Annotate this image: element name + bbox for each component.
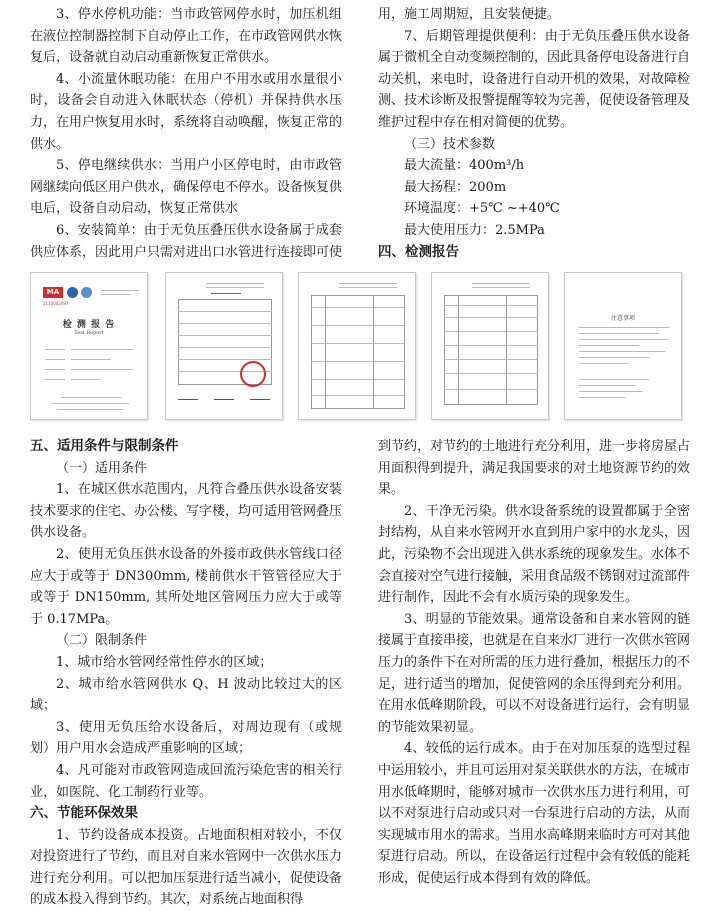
paragraph-power-outage: 5、停电继续供水：当用户小区停电时，由市政管网继续向低区用户供水，确保停电不停水。设备恢复供电后，设备自动启动，恢复正常供水 bbox=[30, 158, 343, 217]
paragraph-maintenance: 7、后期管理提供便利：由于无负压叠压供水设备属于微机全自动变频控制的，因此具备停电设备进行自动关机，来电时，设备进行自动开机的效果，对故障检测、技术诊断及报警提醒等较为完善，促使设备管理及维护过程中存在相对简便的优势。 bbox=[378, 28, 691, 130]
ilac-badge-icon bbox=[81, 287, 92, 298]
limit-conditions-title: （二）限制条件 bbox=[56, 633, 148, 649]
cma-number: 2110002097 bbox=[43, 301, 69, 306]
paragraph-sleep-function: 4、小流量休眠功能：在用户不用水或用水量很小时，设备会自动进入休眠状态（停机）并保持供水压力，在用户恢复用水时，系统将自动唤醒，恢复正常的供水。 bbox=[30, 71, 343, 152]
cma-logo-icon: MA bbox=[43, 287, 63, 298]
report-cover-subtitle: Test Report bbox=[74, 330, 104, 336]
section-eco-title: 六、节能环保效果 bbox=[30, 805, 138, 822]
top-left-column bbox=[30, 4, 342, 263]
section-conditions-title: 五、适用条件与限制条件 bbox=[30, 438, 179, 454]
apply-conditions-title: （一）适用条件 bbox=[56, 460, 148, 476]
limit-item-4: 4、凡可能对市政管网造成回流污染危害的相关行业，如医院、化工制药行业等。 bbox=[30, 762, 342, 800]
eco-item-4: 4、较低的运行成本。由于在对加压泵的选型过程中运用较小，并且可运用对泵关联供水的方法，在城市用水低峰期时，能够对城市一次供水压力进行利用，可以不对泵进行启动或只对一台泵进行启动的方法，从而实现城市用水的需求。当用水高峰期来临时方可对其他泵进行启动。所以，在设备运行过程中会有较低的能耗形成，促使运行成本得到有效的降低。 bbox=[378, 741, 691, 886]
param-max-pressure: 最大使用压力：2.5MPa bbox=[404, 222, 545, 238]
param-max-flow: 最大流量：400m³/h bbox=[404, 158, 525, 174]
paragraph-continuation: 用，施工周期短，且安装便捷。 bbox=[378, 7, 561, 22]
eco-item-3: 3、明显的节能效果。通常设备和自来水管网的链接属于直接串接，也就是在自来水厂进行一次供水管网压力的条件下在对所需的压力进行叠加，根据压力的不足，进行适当的增加，促使管网的余压得到充分利用。在用水低峰期阶段，可以不对设备进行运行，会有明显的节能效果初显。 bbox=[378, 611, 691, 735]
section-test-report-title: 四、检测报告 bbox=[378, 243, 459, 260]
limit-item-3: 3、使用无负压给水设备后，对周边现有（或规划）用户用水会造成严重影响的区域； bbox=[30, 719, 342, 757]
cnas-badge-icon bbox=[67, 287, 78, 298]
limit-item-2: 2、城市给水管网供水 Q、H 波动比较过大的区域； bbox=[30, 676, 342, 714]
paragraph-stop-function: 3、停水停机功能：当市政管网停水时，加压机组在液位控制器控制下自动停止工作，在市政管网供水恢复后，设备就自动启动重新恢复正常供水。 bbox=[30, 7, 343, 66]
param-max-head: 最大扬程：200m bbox=[404, 179, 507, 195]
paragraph-easy-install: 6、安装简单：由于无负压叠压供水设备属于成套供应体系，因此用户只需对进出口水管进行连接即可使 bbox=[30, 222, 343, 260]
param-ambient-temp: 环境温度：+5℃ ~+40℃ bbox=[404, 201, 560, 217]
report-notice-thumbnail bbox=[564, 272, 682, 420]
limit-item-1: 1、城市给水管网经常性停水的区域； bbox=[56, 654, 273, 670]
eco-item-2: 2、干净无污染。供水设备系统的设置都属于全密封结构，从自来水管网开水直到用户家中的水龙头，因此，污染物不会出现进入供水系统的现象发生。水体不会直接对空气进行接触，采用食品级不锈钢对过流部件进行制作，因此不会有水质污染的现象发生。 bbox=[378, 503, 691, 606]
report-page-3-thumbnail bbox=[298, 272, 416, 420]
bottom-left-column bbox=[30, 436, 342, 911]
top-right-column bbox=[378, 4, 690, 263]
red-seal-icon bbox=[240, 361, 266, 387]
report-cover-thumbnail bbox=[30, 272, 148, 420]
report-page-4-thumbnail bbox=[431, 272, 549, 420]
notice-title: 注意事项 bbox=[610, 315, 635, 322]
report-page-2-thumbnail bbox=[165, 272, 283, 420]
test-report-gallery bbox=[28, 272, 688, 422]
tech-params-title: （三）技术参数 bbox=[404, 136, 496, 152]
eco-item-1-continuation: 到节约，对节约的土地进行充分利用，进一步将房屋占用面积得到提升，满足我国要求的对土地资源节约的效果。 bbox=[378, 439, 691, 498]
report-cover-title: 检 测 报 告 bbox=[62, 320, 116, 330]
eco-item-1: 1、节约设备成本投资。占地面积相对较小，不仅对投资进行了节约，而且对自来水管网中一次供水压力进行充分利用。可以把加压泵进行适当减小，促使设备的成本投入得到节约。其次，对系统占地面积得 bbox=[30, 827, 343, 908]
apply-item-2: 2、使用无负压供水设备的外接市政供水管线口径应大于或等于 DN300mm, 楼前供水干管管径应大于或等于 DN150mm, 其所处地区管网压力应大于或等于 0.17MPa。 bbox=[30, 546, 342, 627]
apply-item-1: 1、在城区供水范围内，凡符合叠压供水设备安装技术要求的住宅、办公楼、写字楼，均可适用管网叠压供水设备。 bbox=[30, 482, 343, 541]
bottom-right-column bbox=[378, 436, 690, 889]
